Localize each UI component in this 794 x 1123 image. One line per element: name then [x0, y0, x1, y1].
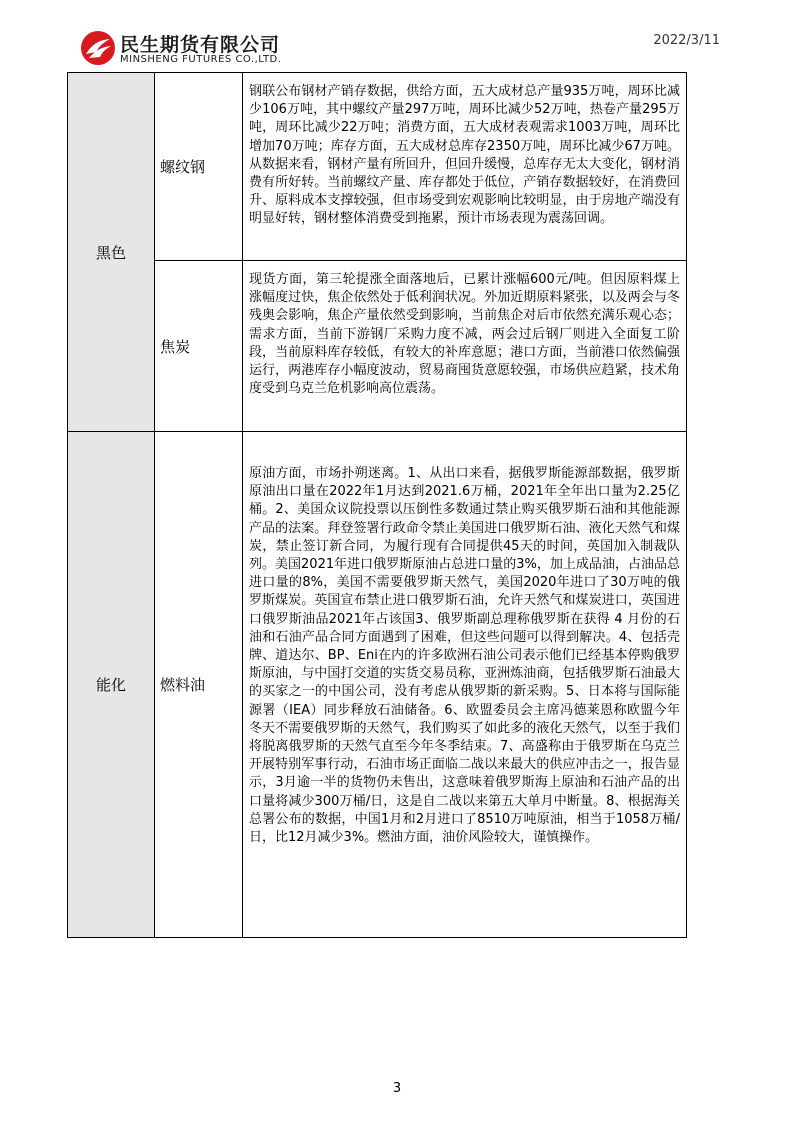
category-label: 黑色 — [95, 243, 126, 262]
commodity-cell-rebar — [154, 72, 243, 261]
page-number: 3 — [392, 1081, 402, 1096]
commodity-name: 燃料油 — [160, 676, 206, 694]
company-name-en: MINSHENG FUTURES CO.,LTD. — [120, 54, 282, 65]
page-header — [0, 0, 794, 72]
commodity-cell-fuel-oil — [154, 431, 243, 938]
category-cell-energy — [67, 431, 155, 938]
commodity-name: 螺纹钢 — [160, 158, 206, 176]
analysis-cell-fuel-oil: 原油方面，市场扑朔迷离。1、从出口来看，据俄罗斯能源部数据，俄罗斯原油出口量在2022年1月达到2021.6万桶，2021年全年出口量为2.25亿桶。2、美国众议院投票以压倒性多数通过禁止购买俄罗斯石油和其他能源产品的法案。拜登签署行政命令禁止美国进口俄罗斯石油、液化天然气和煤炭，禁止签订新合同，为履行现有合同提供45天的时间，英国加入制裁队列。美国2021年进口俄罗斯原油占总进口量的3%，加上成品油，占油品总进口量的8%，美国不需要俄罗斯天然气，美国2020年进口了30万吨的俄罗斯煤炭。英国宣布禁止进口俄罗斯石油，允许天然气和煤炭进口，英国进口俄罗斯油品2021年占该国3、俄罗斯副总理称俄罗斯在获得 4 月份的石油和石油产品合同方面遇到了困难，但这些问题可以得到解决。4、包括壳牌、道达尔、BP、Eni在内的许多欧洲石油公司表示他们已经基本停购俄罗斯原油，与中国打交道的实货交易员称，亚洲炼油商，包括俄罗斯石油最大的买家之一的中国公司，没有考虑从俄罗斯的新采购。5、日本将与国际能源署（IEA）同步释放石油储备。6、欧盟委员会主席冯德莱恩称欧盟今年冬天不需要俄罗斯的天然气，我们购买了如此多的液化天然气，以至于我们将脱离俄罗斯的天然气直至今年冬季结束。7、高盛称由于俄罗斯在乌克兰开展特别军事行动，石油市场正面临二战以来最大的供应冲击之一，报告显示，3月逾一半的货物仍未售出，这意味着俄罗斯海上原油和石油产品的出口量将减少300万桶/日，这是自二战以来第五大单月中断量。8、根据海关总署公布的数据，中国1月和2月进口了8510万吨原油，相当于1058万桶/日，比12月减少3%。燃油方面，油价风险较大，谨慎操作。 — [242, 431, 687, 938]
analysis-cell-rebar: 钢联公布钢材产销存数据，供给方面，五大成材总产量935万吨，周环比减少106万吨，其中螺纹产量297万吨，周环比减少52万吨，热卷产量295万吨，周环比减少22万吨；消费方面，五大成材表观需求1003万吨，周环比增加70万吨；库存方面，五大成材总库存2350万吨，周环比减少67万吨。从数据来看，钢材产量有所回升，但回升缓慢，总库存无太大变化，钢材消费有所好转。当前螺纹产量、库存都处于低位，产销存数据较好，在消费回升、原料成本支撑较强，但市场受到宏观影响比较明显，由于房地产端没有明显好转，钢材整体消费受到拖累，预计市场表现为震荡回调。 — [242, 72, 687, 261]
analysis-cell-coke: 现货方面，第三轮提涨全面落地后，已累计涨幅600元/吨。但因原料煤上涨幅度过快，焦企依然处于低利润状况。外加近期原料紧张，以及两会与冬残奥会影响，焦企产量依然受到影响，当前焦企对后市依然充满乐观心态；需求方面，当前下游钢厂采购力度不减，两会过后钢厂则进入全面复工阶段，当前原料库存较低，有较大的补库意愿；港口方面，当前港口依然偏强运行，两港库存小幅度波动，贸易商囤货意愿较强，市场供应趋紧，技术角度受到乌克兰危机影响高位震荡。 — [242, 260, 687, 432]
minsheng-logo-icon — [80, 30, 116, 66]
category-label: 能化 — [95, 676, 126, 694]
company-name-cn: 民生期货有限公司 — [120, 34, 281, 56]
report-date: 2022/3/11 — [653, 33, 720, 48]
commodity-name: 焦炭 — [160, 337, 191, 356]
category-cell-black — [67, 72, 155, 432]
commodity-cell-coke — [154, 260, 243, 432]
